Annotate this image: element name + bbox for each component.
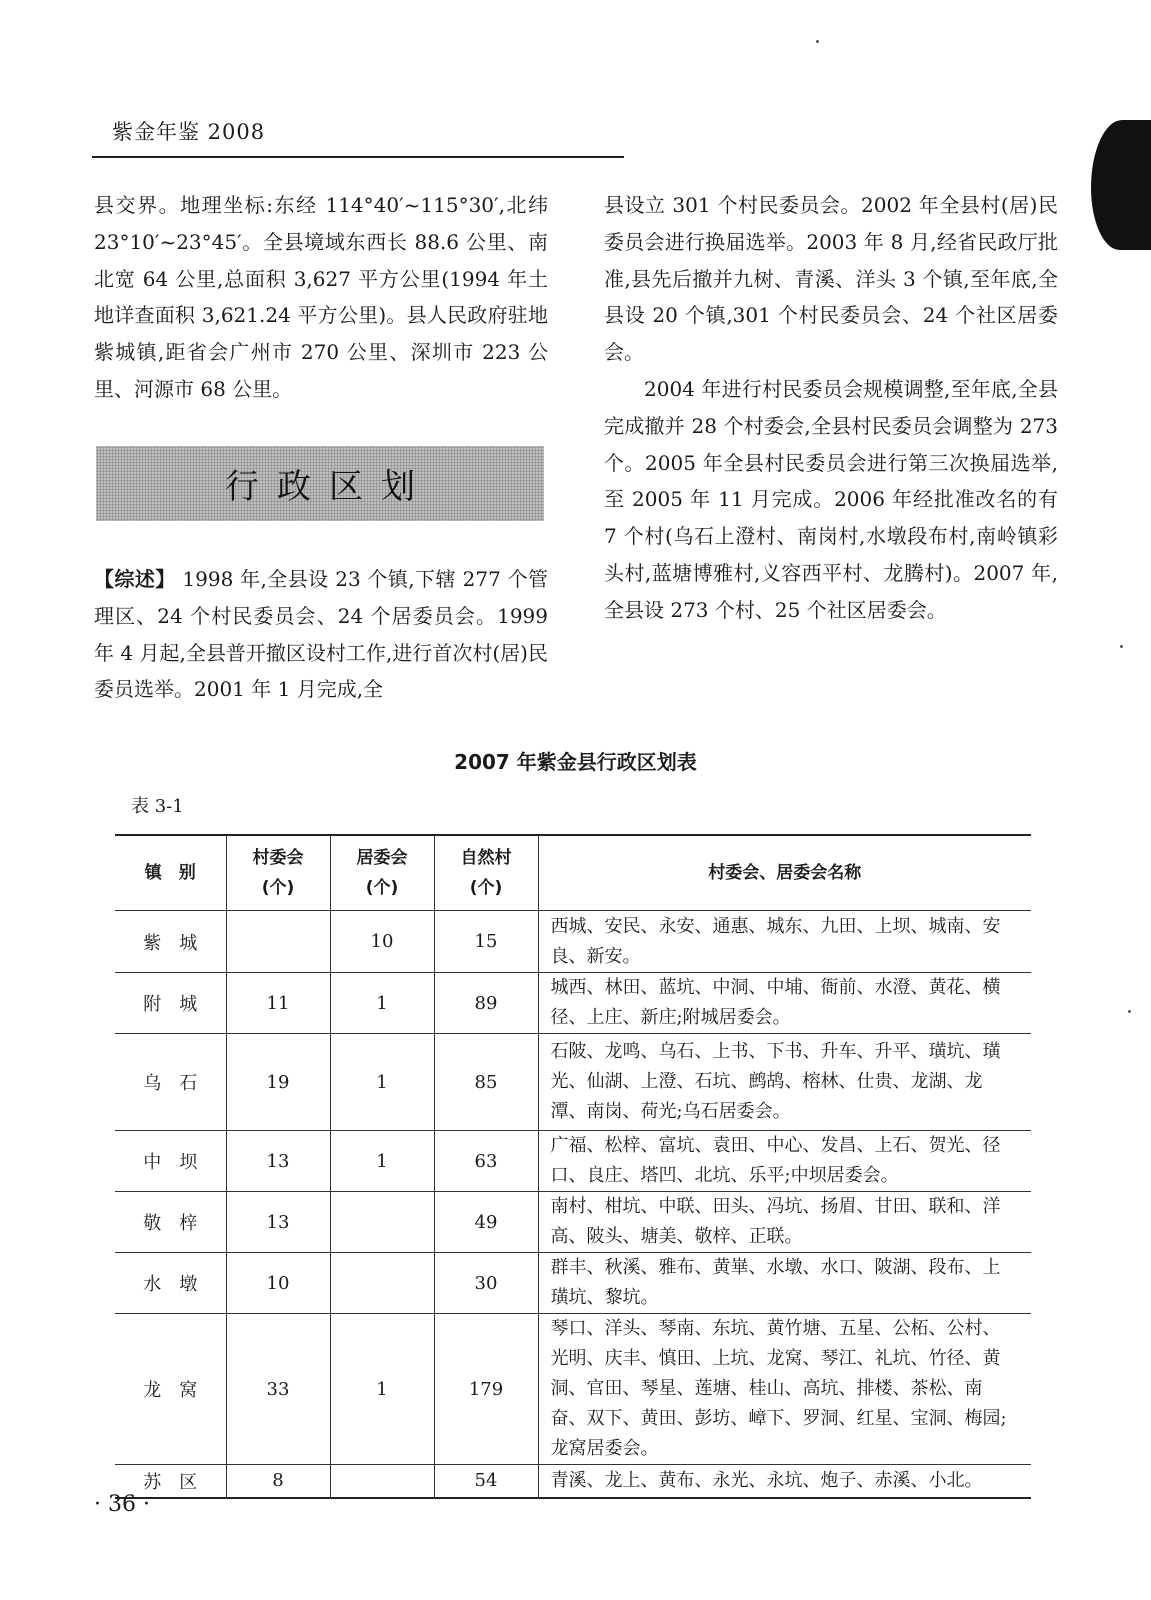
table-row bbox=[115, 1192, 1031, 1253]
table-row bbox=[115, 1253, 1031, 1314]
cell-names: 石陂、龙鸣、乌石、上书、下书、升车、升平、璜坑、璜光、仙湖、上澄、石坑、鹧鸪、榕林、仕贵、龙湖、龙潭、南岗、荷光;乌石居委会。 bbox=[538, 1034, 1031, 1131]
cell-resident bbox=[330, 1465, 434, 1498]
cell-village: 11 bbox=[226, 973, 330, 1034]
header-natural-village-label: 自然村 bbox=[460, 848, 512, 868]
cell-town: 龙 窝 bbox=[115, 1314, 226, 1465]
scan-ink-blot bbox=[1091, 120, 1151, 250]
table-row bbox=[115, 911, 1031, 973]
cell-village: 13 bbox=[226, 1192, 330, 1253]
table-number: 表 3-1 bbox=[131, 796, 184, 817]
cell-town: 附 城 bbox=[115, 973, 226, 1034]
cell-names: 琴口、洋头、琴南、东坑、黄竹塘、五星、公柘、公村、光明、庆丰、慎田、上坑、龙窝、琴江、礼坑、竹径、黄洞、官田、琴星、莲塘、桂山、高坑、排楼、茶松、南奋、双下、黄田、彭坊、嶂下、罗洞、红星、宝洞、梅园;龙窝居委会。 bbox=[538, 1314, 1031, 1465]
cell-natural: 85 bbox=[434, 1034, 538, 1131]
cell-names: 群丰、秋溪、雅布、黄崋、水墩、水口、陂湖、段布、上璜坑、黎坑。 bbox=[538, 1253, 1031, 1314]
cell-natural: 54 bbox=[434, 1465, 538, 1498]
cell-resident: 1 bbox=[330, 1131, 434, 1192]
cell-natural: 89 bbox=[434, 973, 538, 1034]
header-resident-committee bbox=[330, 835, 434, 911]
cell-town: 苏 区 bbox=[115, 1465, 226, 1498]
cell-names: 广福、松梓、富坑、袁田、中心、发昌、上石、贺光、径口、良庄、塔凹、北坑、乐平;中坝居委会。 bbox=[538, 1131, 1031, 1192]
cell-resident bbox=[330, 1253, 434, 1314]
scan-speck bbox=[1128, 1010, 1131, 1013]
page-number: · 36 · bbox=[94, 1492, 150, 1517]
table-title: 2007 年紫金县行政区划表 bbox=[454, 750, 697, 774]
scan-speck bbox=[1120, 645, 1123, 648]
table-row bbox=[115, 1034, 1031, 1131]
admin-division-table bbox=[115, 834, 1031, 1499]
cell-village: 33 bbox=[226, 1314, 330, 1465]
header-resident-committee-label: 居委会 bbox=[356, 848, 408, 868]
section-heading: 行政区划 bbox=[225, 467, 433, 507]
running-head: 紫金年鉴 2008 bbox=[112, 120, 266, 144]
cell-natural: 63 bbox=[434, 1131, 538, 1192]
cell-village: 19 bbox=[226, 1034, 330, 1131]
cell-village: 8 bbox=[226, 1465, 330, 1498]
right-paragraph-2: 2004 年进行村民委员会规模调整,至年底,全县完成撤并 28 个村委会,全县村民委员会调整为 273 个。2005 年全县村民委员会进行第三次换届选举,至 2005 年 11 月完成。2006 年经批准改名的有 7 个村(乌石上澄村、南岗村,水墩段布村,南岭镇彩头村,蓝塘博雅村,义容西平村、龙腾村)。2007 年,全县设 273 个村、25 个社区居委会。 bbox=[604, 376, 1058, 622]
cell-village: 10 bbox=[226, 1253, 330, 1314]
cell-natural: 30 bbox=[434, 1253, 538, 1314]
header-village-committee bbox=[226, 835, 330, 911]
cell-natural: 179 bbox=[434, 1314, 538, 1465]
cell-village bbox=[226, 911, 330, 973]
header-names: 村委会、居委会名称 bbox=[538, 835, 1031, 911]
cell-resident: 1 bbox=[330, 1034, 434, 1131]
cell-town: 敬 梓 bbox=[115, 1192, 226, 1253]
cell-resident: 1 bbox=[330, 973, 434, 1034]
right-paragraph-1: 县设立 301 个村民委员会。2002 年全县村(居)民委员会进行换届选举。2003 年 8 月,经省民政厅批准,县先后撤并九树、青溪、洋头 3 个镇,至年底,全县设 20 个镇,301 个村民委员会、24 个社区居委会。 bbox=[604, 193, 1058, 365]
cell-resident: 10 bbox=[330, 911, 434, 973]
cell-names: 南村、柑坑、中联、田头、冯坑、扬眉、甘田、联和、洋高、陂头、塘美、敬梓、正联。 bbox=[538, 1192, 1031, 1253]
table-header-row bbox=[115, 835, 1031, 911]
geography-paragraph: 县交界。地理坐标:东经 114°40′~115°30′,北纬 23°10′~23°45′。全县境域东西长 88.6 公里、南北宽 64 公里,总面积 3,627 平方公里(1994 年土地详查面积 3,621.24 平方公里)。县人民政府驻地紫城镇,距省会广州市 270 公里、深圳市 223 公里、河源市 68 公里。 bbox=[94, 193, 548, 401]
scan-speck bbox=[816, 40, 819, 43]
cell-natural: 49 bbox=[434, 1192, 538, 1253]
cell-names: 城西、林田、蓝坑、中洞、中埔、衙前、水澄、黄花、横径、上庄、新庄;附城居委会。 bbox=[538, 973, 1031, 1034]
header-village-committee-label: 村委会 bbox=[252, 848, 304, 868]
header-natural-village-unit: (个) bbox=[469, 878, 503, 898]
cell-resident: 1 bbox=[330, 1314, 434, 1465]
cell-town: 紫 城 bbox=[115, 911, 226, 973]
header-village-committee-unit: (个) bbox=[261, 878, 295, 898]
header-natural-village bbox=[434, 835, 538, 911]
header-town: 镇 别 bbox=[115, 835, 226, 911]
overview-lead: 【综述】 bbox=[94, 567, 176, 591]
cell-town: 水 墩 bbox=[115, 1253, 226, 1314]
cell-village: 13 bbox=[226, 1131, 330, 1192]
header-rule bbox=[92, 156, 624, 158]
section-heading-banner bbox=[96, 446, 544, 521]
cell-natural: 15 bbox=[434, 911, 538, 973]
left-column-top bbox=[94, 187, 548, 408]
cell-resident bbox=[330, 1192, 434, 1253]
table-row bbox=[115, 1465, 1031, 1498]
overview-paragraph bbox=[94, 561, 548, 708]
table-row bbox=[115, 1314, 1031, 1465]
cell-town: 乌 石 bbox=[115, 1034, 226, 1131]
cell-names: 西城、安民、永安、通惠、城东、九田、上坝、城南、安良、新安。 bbox=[538, 911, 1031, 973]
header-resident-committee-unit: (个) bbox=[365, 878, 399, 898]
overview-text: 1998 年,全县设 23 个镇,下辖 277 个管理区、24 个村民委员会、24 个居委员会。1999 年 4 月起,全县普开撤区设村工作,进行首次村(居)民委员选举。2001 年 1 月完成,全 bbox=[94, 567, 548, 702]
cell-names: 青溪、龙上、黄布、永光、永坑、炮子、赤溪、小北。 bbox=[538, 1465, 1031, 1498]
right-column bbox=[604, 187, 1058, 629]
left-column-bottom bbox=[94, 561, 548, 708]
table-row bbox=[115, 973, 1031, 1034]
table-row bbox=[115, 1131, 1031, 1192]
cell-town: 中 坝 bbox=[115, 1131, 226, 1192]
